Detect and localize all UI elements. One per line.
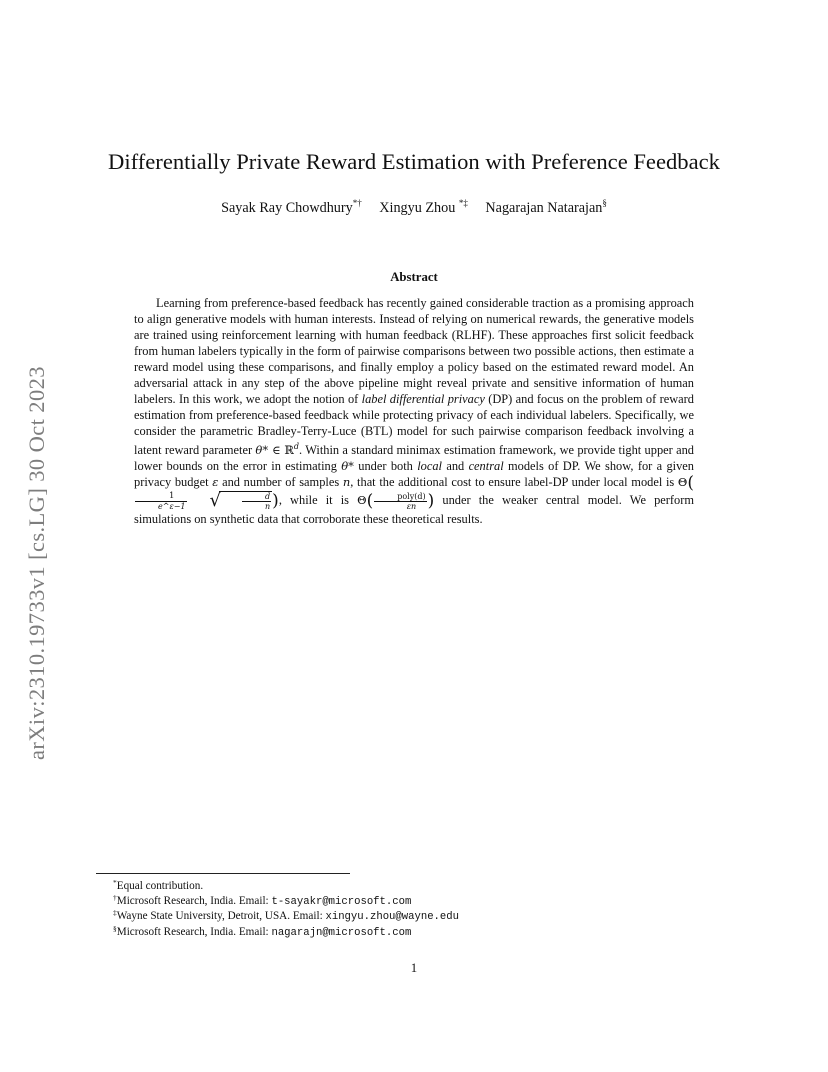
author-name: Xingyu Zhou	[379, 200, 456, 216]
author-1	[221, 198, 362, 218]
abstract-text: and	[441, 459, 469, 474]
math-theta-star: θ*	[341, 459, 354, 474]
math-fraction	[242, 492, 271, 511]
abstract-text: models of DP. We show, for a given privacy budget	[134, 459, 694, 490]
math-central-bound: Θ( $\frac{\text{poly(d)}}{\varepsilon n}$ )	[357, 491, 435, 512]
abstract-text: . Within a standard minimax estimation framework, we provide tight upper and lower bounds on the error in estimating	[134, 443, 694, 474]
footnote-email[interactable]: xingyu.zhou@wayne.edu	[325, 911, 459, 924]
abstract-text: and number of samples	[218, 475, 343, 490]
author-mark: *†	[352, 198, 362, 208]
footnote-email[interactable]: t-sayakr@microsoft.com	[271, 895, 412, 908]
footnote-text: Microsoft Research, India. Email:	[116, 925, 272, 938]
footnote-text: Equal contribution.	[116, 880, 204, 892]
abstract-paragraph	[134, 295, 694, 527]
footnote-mark: ‡	[113, 908, 117, 918]
footnote-email[interactable]: nagarajn@microsoft.com	[271, 926, 412, 939]
author-mark: *‡	[458, 198, 468, 208]
abstract-text: under the weaker central model. We perform simulations on synthetic data that corroborate these theoretical results.	[134, 493, 694, 527]
abstract-text: Learning from preference-based feedback has recently gained considerable traction as a promising approach to align generative models with human interests. Instead of relying on numerical rewards, the generative models are trained using reinforcement learning with human feedback (RLHF). These approaches first solicit feedback from human labelers typically in the form of pairwise comparisons between two possible actions, then estimate a reward model using these comparisons, and finally employ a policy based on the estimated reward model. An adversarial attack in any step of the above pipeline might reveal private and sensitive information of human labelers. In this work, we adopt the notion of	[134, 296, 694, 406]
math-theta-star: θ*	[255, 443, 269, 458]
frac-denominator: n	[265, 502, 271, 512]
math-local-bound: Θ( $\frac{1}{e\^{}\varepsilon-1}$ √ $\frac{d}{n}$ )	[134, 475, 694, 507]
frac-numerator: poly(d)	[374, 492, 426, 502]
author-name: Sayak Ray Chowdhury	[221, 200, 353, 216]
author-name: Nagarajan Natarajan	[485, 200, 603, 216]
paper-title: Differentially Private Reward Estimation with Preference Feedback	[108, 149, 720, 174]
page-number: 1	[410, 961, 418, 975]
math-big-theta: Θ	[357, 493, 367, 508]
footnote-mark: §	[113, 923, 117, 933]
abstract-text: under both	[353, 459, 418, 474]
abstract-heading: Abstract	[390, 270, 438, 284]
footnote-text: Wayne State University, Detroit, USA. Email:	[116, 910, 326, 923]
frac-denominator: εn	[406, 501, 417, 511]
math-in-reals: ∈ ℝ	[268, 443, 294, 458]
math-n: n	[342, 475, 351, 490]
math-fraction	[135, 492, 187, 511]
abstract-emphasis: label differential privacy	[361, 392, 485, 406]
abstract-body	[134, 295, 694, 527]
arxiv-identifier-stamp: arXiv:2310.19733v1 [cs.LG] 30 Oct 2023	[24, 366, 49, 760]
math-dimension: d	[293, 442, 300, 451]
author-3	[485, 198, 606, 218]
frac-numerator: 1	[135, 492, 187, 502]
abstract-text: (DP) and focus on the problem of reward estimation from preference-based feedback while protecting privacy of each individual labelers. Specifically, we consider the parametric Bradley-Terry-Luce (BTL) model for such pairwise comparison feedback involving a latent reward parameter	[134, 392, 694, 458]
abstract-emphasis: local	[417, 459, 442, 474]
math-epsilon: ε	[212, 475, 219, 490]
footnotes	[113, 879, 459, 940]
footnote-equal-contribution	[113, 879, 459, 894]
math-big-theta: Θ	[677, 475, 688, 490]
footnote-divider	[96, 873, 350, 874]
author-2	[379, 198, 468, 218]
footnote-mark: †	[113, 892, 117, 902]
abstract-text: , that the additional cost to ensure label-DP under local model is	[350, 475, 678, 490]
abstract-text: , while it is	[278, 493, 358, 508]
math-sqrt: √ $\frac{d}{n}$	[209, 490, 271, 512]
frac-denominator: e^ε−1	[158, 501, 186, 511]
author-list	[60, 198, 768, 218]
footnote-affiliation-1	[113, 894, 459, 910]
frac-numerator: d	[242, 492, 271, 502]
author-mark: §	[602, 198, 607, 208]
footnote-affiliation-3	[113, 925, 459, 941]
footnote-affiliation-2	[113, 909, 459, 925]
footnote-mark: *	[113, 878, 117, 887]
math-fraction	[374, 492, 426, 511]
abstract-emphasis: central	[468, 459, 504, 474]
footnote-text: Microsoft Research, India. Email:	[116, 894, 272, 907]
